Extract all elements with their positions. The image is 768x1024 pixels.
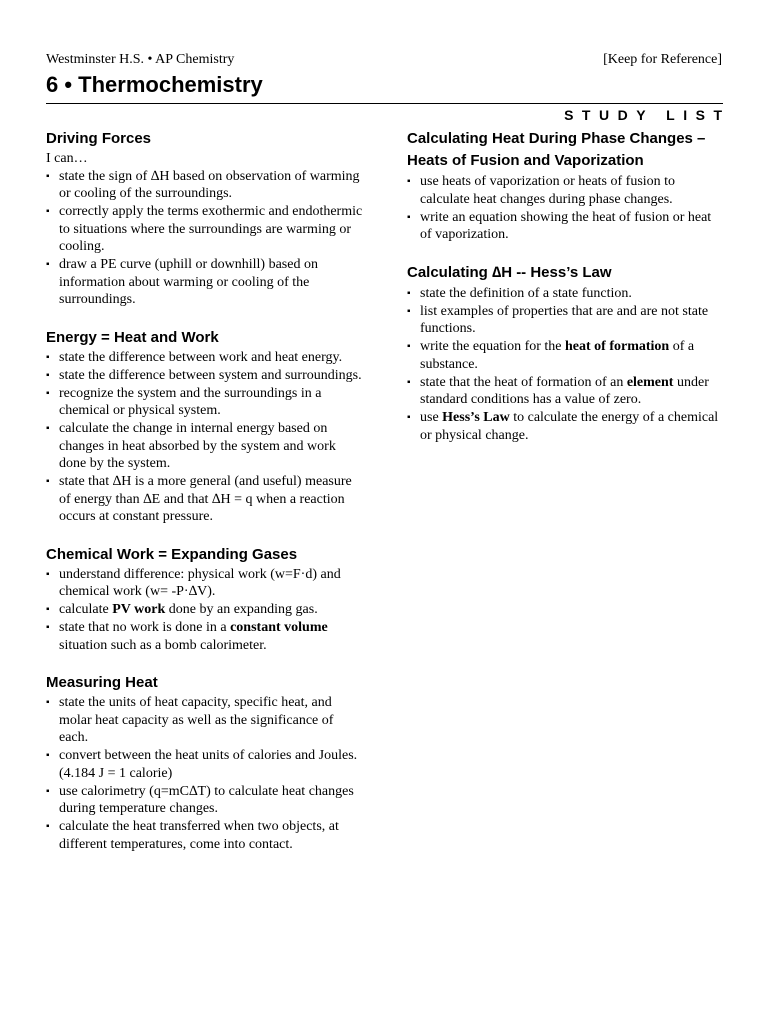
bullet-icon: ▪ — [407, 341, 411, 352]
bullet-list — [46, 566, 364, 655]
list-item — [46, 203, 364, 256]
section-intro: I can… — [46, 151, 88, 166]
bullet-icon: ▪ — [46, 206, 50, 217]
bullet-list — [46, 349, 364, 526]
bullet-list — [46, 694, 364, 853]
list-item-text: state the sign of ∆H based on observation of warming or cooling of the surroundings. — [59, 168, 360, 201]
list-item — [46, 349, 364, 367]
list-item — [46, 566, 364, 601]
list-item-text: situation such as a bomb calorimeter. — [59, 637, 267, 653]
section-heading: Calculating Heat During Phase Changes – Heats of Fusion and Vaporization — [407, 130, 706, 169]
bullet-icon: ▪ — [46, 476, 50, 487]
bold-term: element — [626, 374, 674, 390]
bullet-icon: ▪ — [46, 622, 50, 633]
bullet-icon: ▪ — [46, 170, 50, 182]
list-item — [407, 409, 725, 444]
list-item — [46, 601, 364, 619]
bullet-icon: ▪ — [407, 287, 411, 299]
list-item-text: state that the heat of formation of an — [420, 374, 627, 390]
bullet-icon: ▪ — [46, 821, 50, 832]
list-item-text: under standard conditions has a value of zero. — [420, 374, 709, 407]
section-phase-changes — [407, 128, 725, 244]
bullet-icon: ▪ — [46, 604, 50, 615]
section-energy-heat-work — [46, 327, 364, 526]
list-item — [46, 783, 364, 818]
list-item — [46, 619, 364, 654]
list-item — [46, 747, 364, 782]
list-item — [46, 473, 364, 526]
bullet-icon: ▪ — [407, 176, 411, 187]
list-item-text: write the equation for the — [420, 339, 566, 354]
list-item-text: of a substance. — [420, 339, 695, 372]
section-chemical-work — [46, 544, 364, 655]
list-item-text: correctly apply the terms exothermic and endothermic to situations where the surroundings are warming or cooling. — [59, 204, 363, 254]
bullet-list — [46, 168, 364, 309]
left-column — [46, 128, 364, 871]
bullet-icon: ▪ — [407, 211, 411, 223]
page-title: 6 • Thermochemistry — [46, 72, 263, 97]
bold-term: PV work — [112, 602, 166, 617]
list-item-text: state the definition of a state function. — [420, 285, 632, 301]
list-item-text: done by an expanding gas. — [165, 602, 318, 617]
list-item — [46, 168, 364, 203]
list-item — [407, 374, 725, 409]
list-item — [46, 385, 364, 420]
list-item — [407, 303, 725, 338]
list-item-text: understand difference: physical work (w=F·d) and chemical work (w= -P·∆V). — [59, 566, 341, 599]
list-item-text: list examples of properties that are and are not state functions. — [420, 303, 709, 336]
bold-term: heat of formation — [565, 339, 670, 354]
list-item-text: draw a PE curve (uphill or downhill) based on information about warming or cooling of the surroundings. — [59, 257, 318, 307]
list-item — [46, 694, 364, 747]
list-item — [407, 209, 725, 244]
list-item-text: use — [420, 410, 443, 425]
list-item-text: calculate — [59, 602, 113, 617]
bold-term: constant volume — [230, 620, 328, 635]
list-item — [46, 367, 364, 385]
list-item — [407, 338, 725, 373]
list-item-text: convert between the heat units of calories and Joules. (4.184 J = 1 calorie) — [59, 748, 358, 781]
header-school-course: Westminster H.S. • AP Chemistry — [46, 52, 235, 67]
bullet-icon: ▪ — [407, 376, 411, 388]
list-item-text: state the units of heat capacity, specific heat, and molar heat capacity as well as the significance of each. — [59, 695, 334, 745]
list-item — [46, 818, 364, 853]
header-keep-note: [Keep for Reference] — [603, 52, 722, 67]
list-item — [46, 420, 364, 473]
bullet-list — [407, 173, 725, 244]
list-item — [407, 285, 725, 303]
list-item-text: calculate the heat transferred when two objects, at different temperatures, come into contact. — [59, 819, 339, 852]
list-item-text: calculate the change in internal energy based on changes in heat absorbed by the system and work done by the system. — [59, 421, 336, 471]
section-heading: Chemical Work = Expanding Gases — [46, 545, 298, 563]
study-list-label: STUDY LIST — [564, 107, 731, 123]
list-item-text: to calculate the energy of a chemical or physical change. — [420, 410, 719, 443]
section-driving-forces — [46, 128, 364, 309]
list-item-text: state the difference between system and surroundings. — [59, 367, 362, 383]
bullet-icon: ▪ — [46, 369, 50, 381]
bullet-icon: ▪ — [407, 412, 411, 423]
bullet-icon: ▪ — [46, 785, 50, 797]
section-heading: Energy = Heat and Work — [46, 328, 219, 346]
section-measuring-heat — [46, 672, 364, 853]
section-heading: Calculating ∆H -- Hess’s Law — [407, 263, 612, 281]
section-heading: Measuring Heat — [46, 674, 158, 691]
bullet-icon: ▪ — [46, 259, 50, 270]
list-item — [46, 256, 364, 309]
section-heading: Driving Forces — [46, 130, 152, 147]
list-item-text: use calorimetry (q=mC∆T) to calculate heat changes during temperature changes. — [59, 783, 354, 816]
bullet-icon: ▪ — [46, 387, 50, 399]
bullet-list — [407, 285, 725, 445]
list-item-text: state the difference between work and heat energy. — [59, 349, 343, 365]
bullet-icon: ▪ — [46, 697, 50, 708]
list-item-text: state that no work is done in a — [59, 620, 231, 635]
right-column — [407, 128, 725, 462]
bullet-icon: ▪ — [46, 423, 50, 434]
bullet-icon: ▪ — [46, 750, 50, 761]
bold-term: Hess’s Law — [442, 410, 510, 425]
bullet-icon: ▪ — [407, 305, 411, 317]
bullet-icon: ▪ — [46, 351, 50, 363]
list-item-text: state that ∆H is a more general (and useful) measure of energy than ∆E and that ∆H = q when a reaction occurs at constant pressure. — [59, 474, 352, 524]
list-item-text: recognize the system and the surroundings in a chemical or physical system. — [59, 385, 322, 418]
title-divider — [46, 103, 723, 104]
list-item-text: write an equation showing the heat of fusion or heat of vaporization. — [420, 209, 712, 242]
bullet-icon: ▪ — [46, 568, 50, 580]
section-hess-law — [407, 262, 725, 445]
list-item — [407, 173, 725, 208]
list-item-text: use heats of vaporization or heats of fusion to calculate heat changes during phase changes. — [420, 174, 676, 207]
